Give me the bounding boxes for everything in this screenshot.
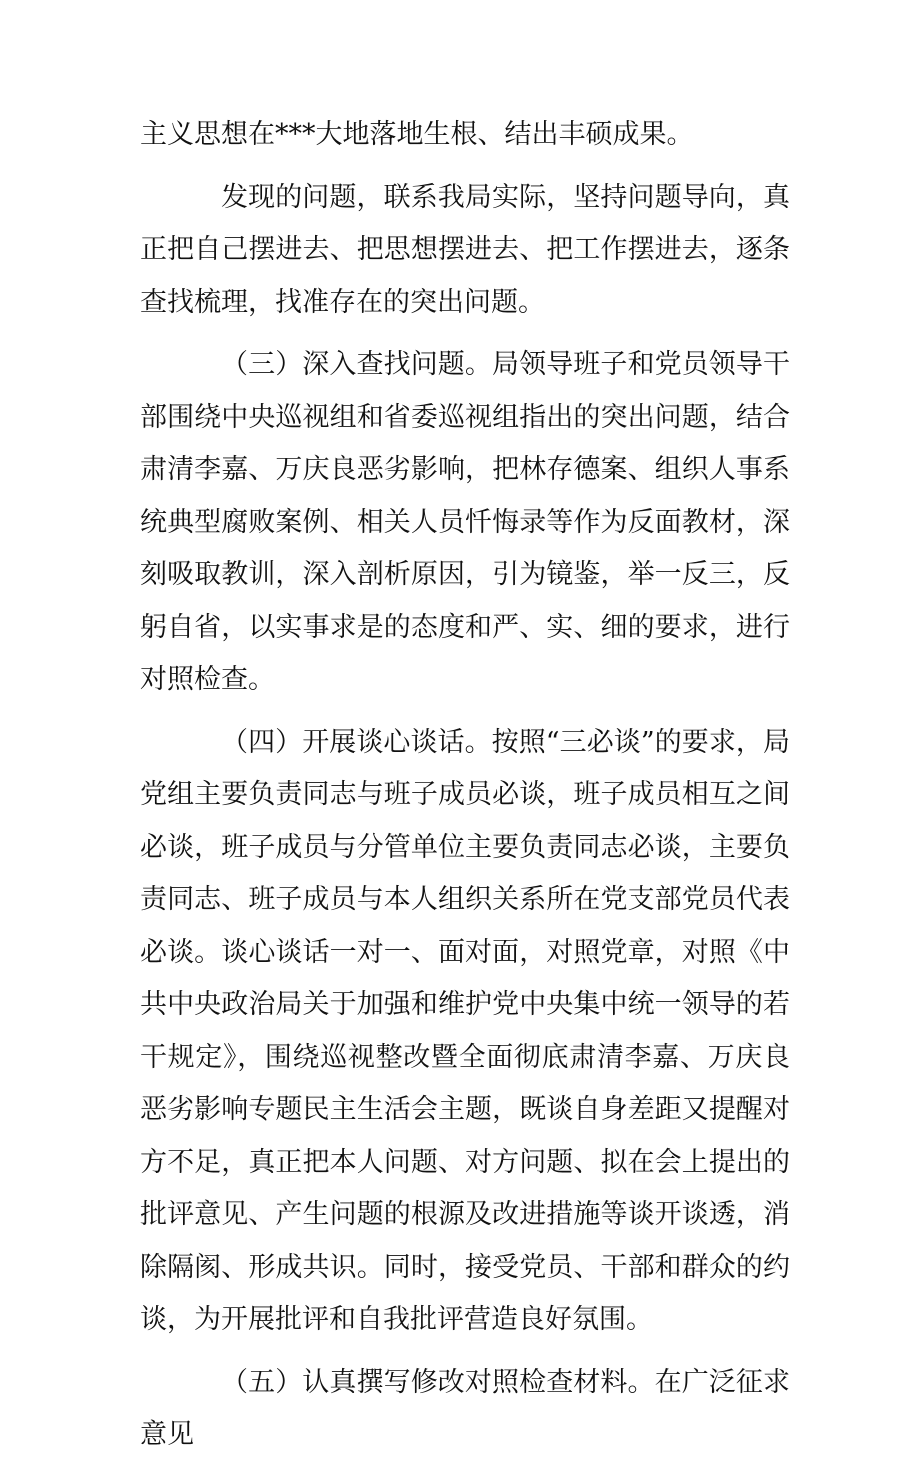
paragraph-section-five: （五）认真撰写修改对照检查材料。在广泛征求意见 — [140, 1366, 790, 1450]
document-body — [140, 109, 790, 1462]
paragraph-section-three: （三）深入查找问题。局领导班子和党员领导干部围绕中央巡视组和省委巡视组指出的突出问题，结合肃清李嘉、万庆良恶劣影响，把林存德案、组织人事系统典型腐败案例、相关人员忏悔录等作为反面教材，深刻吸取教训，深入剖析原因，引为镜鉴，举一反三，反躬自省，以实事求是的态度和严、实、细的要求，进行对照检查。 — [140, 349, 790, 695]
paragraph-continuation: 主义思想在***大地落地生根、结出丰硕成果。 — [140, 119, 694, 150]
paragraph-section-four: （四）开展谈心谈话。按照“三必谈”的要求，局党组主要负责同志与班子成员必谈，班子成员相互之间必谈，班子成员与分管单位主要负责同志必谈，主要负责同志、班子成员与本人组织关系所在党支部党员代表必谈。谈心谈话一对一、面对面，对照党章，对照《中共中央政治局关于加强和维护党中央集中统一领导的若干规定》，围绕巡视整改暨全面彻底肃清李嘉、万庆良恶劣影响专题民主生活会主题，既谈自身差距又提醒对方不足，真正把本人问题、对方问题、拟在会上提出的批评意见、产生问题的根源及改进措施等谈开谈透，消除隔阂、形成共识。同时，接受党员、干部和群众的约谈，为开展批评和自我批评营造良好氛围。 — [140, 726, 790, 1335]
paragraph-problems-found: 发现的问题，联系我局实际，坚持问题导向，真正把自己摆进去、把思想摆进去、把工作摆进去，逐条查找梳理，找准存在的突出问题。 — [140, 181, 790, 318]
